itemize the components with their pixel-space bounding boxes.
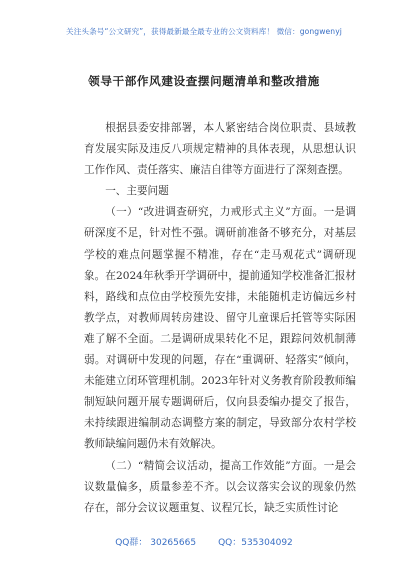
footer-qq-group: QQ群： 30265665 [115, 538, 197, 548]
top-banner: 关注头条号“公文研究”，获得最新最全最专业的公文资料库！ 微信：gongwenyj [66, 27, 342, 36]
document-body [84, 118, 356, 519]
item2-paragraph [84, 456, 356, 519]
item1-body: 一是调研深度不足，针对性不强。调研前准备不够充分，对基层学校的难点问题掌握不精准，存在“走马观花式”调研现象。在2024年秋季开学调研中，提前通知学校准备汇报材料，路线和点位由学校预先安排，未能随机走访偏远乡村教学点，对教师周转房建设、留守儿童课后托管等实际困难了解不全面。二是调研成果转化不足，跟踪问效机制薄弱。对调研中发现的问题，存在“重调研、轻落实”倾向，未能建立闭环管理机制。2023年针对义务教育阶段教师编制短缺问题开展专题调研后，仅向县委编办提交了报告，未持续跟进编制动态调整方案的制定，导致部分农村学校教师缺编问题仍未有效解决。 [84, 206, 356, 451]
footer-contacts [0, 535, 408, 548]
intro-paragraph: 根据县委安排部署，本人紧密结合岗位职责、县域教育发展实际及违反八项规定精神的具体表现，从思想认识工作作风、责任落实、廉洁自律等方面进行了深刻查摆。 [84, 122, 356, 177]
page-title: 领导干部作风建设查摆问题清单和整改措施 [88, 74, 320, 88]
item2-body: 一是会议数量偏多，质量参差不齐。以会议落实会议的现象仍然存在，部分会议议题重复、议程冗长，缺乏实质性讨论 [84, 459, 356, 514]
item1-paragraph [84, 202, 356, 455]
item2-heading: （二）“精简会议活动，提高工作效能”方面。 [105, 459, 324, 472]
item1-heading: （一）“改进调查研究，力戒形式主义”方面。 [105, 206, 324, 219]
section-heading: 一、主要问题 [105, 185, 169, 198]
footer-qq: QQ：535304092 [218, 538, 293, 548]
